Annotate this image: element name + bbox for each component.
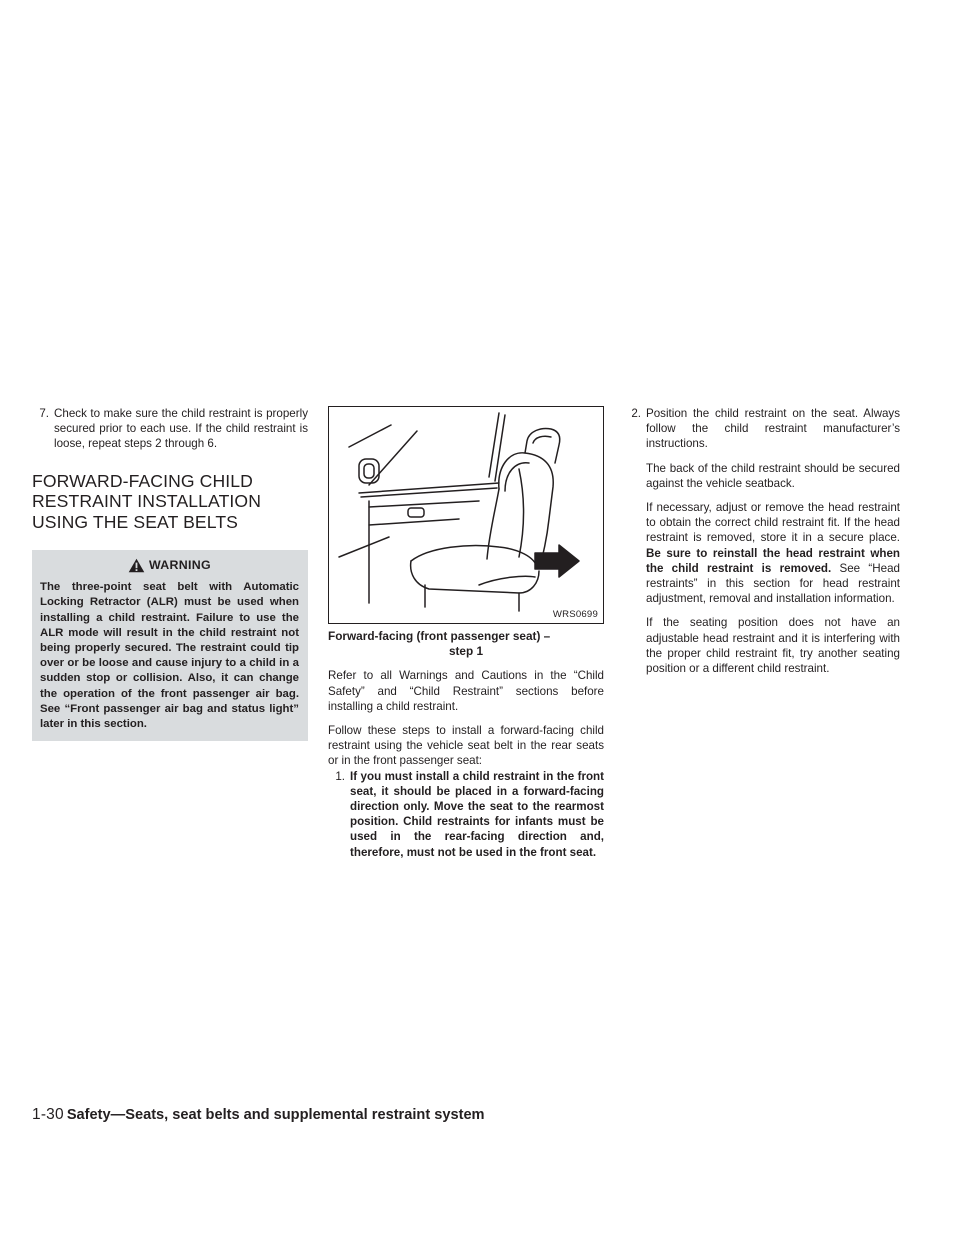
page-footer [32, 1106, 485, 1124]
section-heading: FORWARD-FACING CHILD RESTRAINT INSTALLATION USING THE SEAT BELTS [32, 470, 262, 532]
step-7 [32, 406, 308, 452]
section-title: Safety—Seats, seat belts and supplemental restraint system [66, 1107, 485, 1123]
head-restraint-text-a: If necessary, adjust or remove the head restraint to obtain the correct child restraint fit. If the head restraint is removed, store it in a secure place. [646, 501, 900, 545]
warning-triangle-icon [128, 558, 145, 573]
seatback-paragraph: The back of the child restraint should be secured against the vehicle seatback. [646, 461, 900, 490]
figure-code: WRS0699 [552, 609, 598, 620]
intro-paragraph: Refer to all Warnings and Cautions in the “Child Safety” and “Child Restraint” sections before installing a child restraint. [328, 669, 604, 713]
column-middle [328, 406, 604, 860]
caption-line-2: step 1 [448, 644, 484, 659]
warning-header [40, 556, 299, 574]
step-2-text: Position the child restraint on the seat. Always follow the child restraint manufacturer’s instructions. [646, 407, 900, 451]
step-1-text: If you must install a child restraint in the front seat, it should be placed in a forward-facing direction only. Move the seat to the rearmost position. Child restraints for infants must be used in the rear-facing direction and, therefore, must not be used in the front seat. [350, 769, 604, 859]
step-1-number: 1. [335, 769, 345, 783]
page-number: 1-30 [32, 1106, 64, 1123]
step-1 [328, 769, 604, 860]
seating-position-paragraph: If the seating position does not have an adjustable head restraint and it is interfering with the proper child restraint fit, try another seating position or a different child restraint. [646, 616, 900, 676]
figure-caption [328, 629, 604, 659]
warning-box [32, 550, 308, 741]
warning-text: The three-point seat belt with Automatic Locking Retractor (ALR) must be used when installing a child restraint. Failure to use the ALR mode will result in the child restraint not being properly secured. The restraint could tip over or be loose and cause injury to a child in a sudden stop or collision. Also, it can change the operation of the front passenger air bag. See “Front passenger air bag and status light” later in this section. [40, 581, 299, 730]
step-7-number: 7. [39, 407, 49, 420]
step-2-number: 2. [631, 407, 641, 420]
head-restraint-paragraph [624, 500, 900, 606]
passenger-seat-illustration [329, 407, 603, 623]
instructions-paragraph: Follow these steps to install a forward-facing child restraint using the vehicle seat belt in the rear seats or in the front passenger seat: [328, 724, 604, 768]
seat-illustration [328, 406, 604, 624]
column-right [624, 406, 900, 676]
head-restraint-text-b: See “Head restraints” in this section for head restraint adjustment, removal and installation information. [646, 561, 900, 606]
step-7-text: Check to make sure the child restraint is properly secured prior to each use. If the child restraint is loose, repeat steps 2 through 6. [54, 407, 308, 451]
head-restraint-bold: Be sure to reinstall the head restraint when the child restraint is removed. [646, 546, 900, 575]
caption-line-1: Forward-facing (front passenger seat) – [328, 629, 551, 643]
column-left [32, 406, 308, 741]
step-2 [624, 406, 900, 452]
warning-label: WARNING [149, 558, 211, 573]
